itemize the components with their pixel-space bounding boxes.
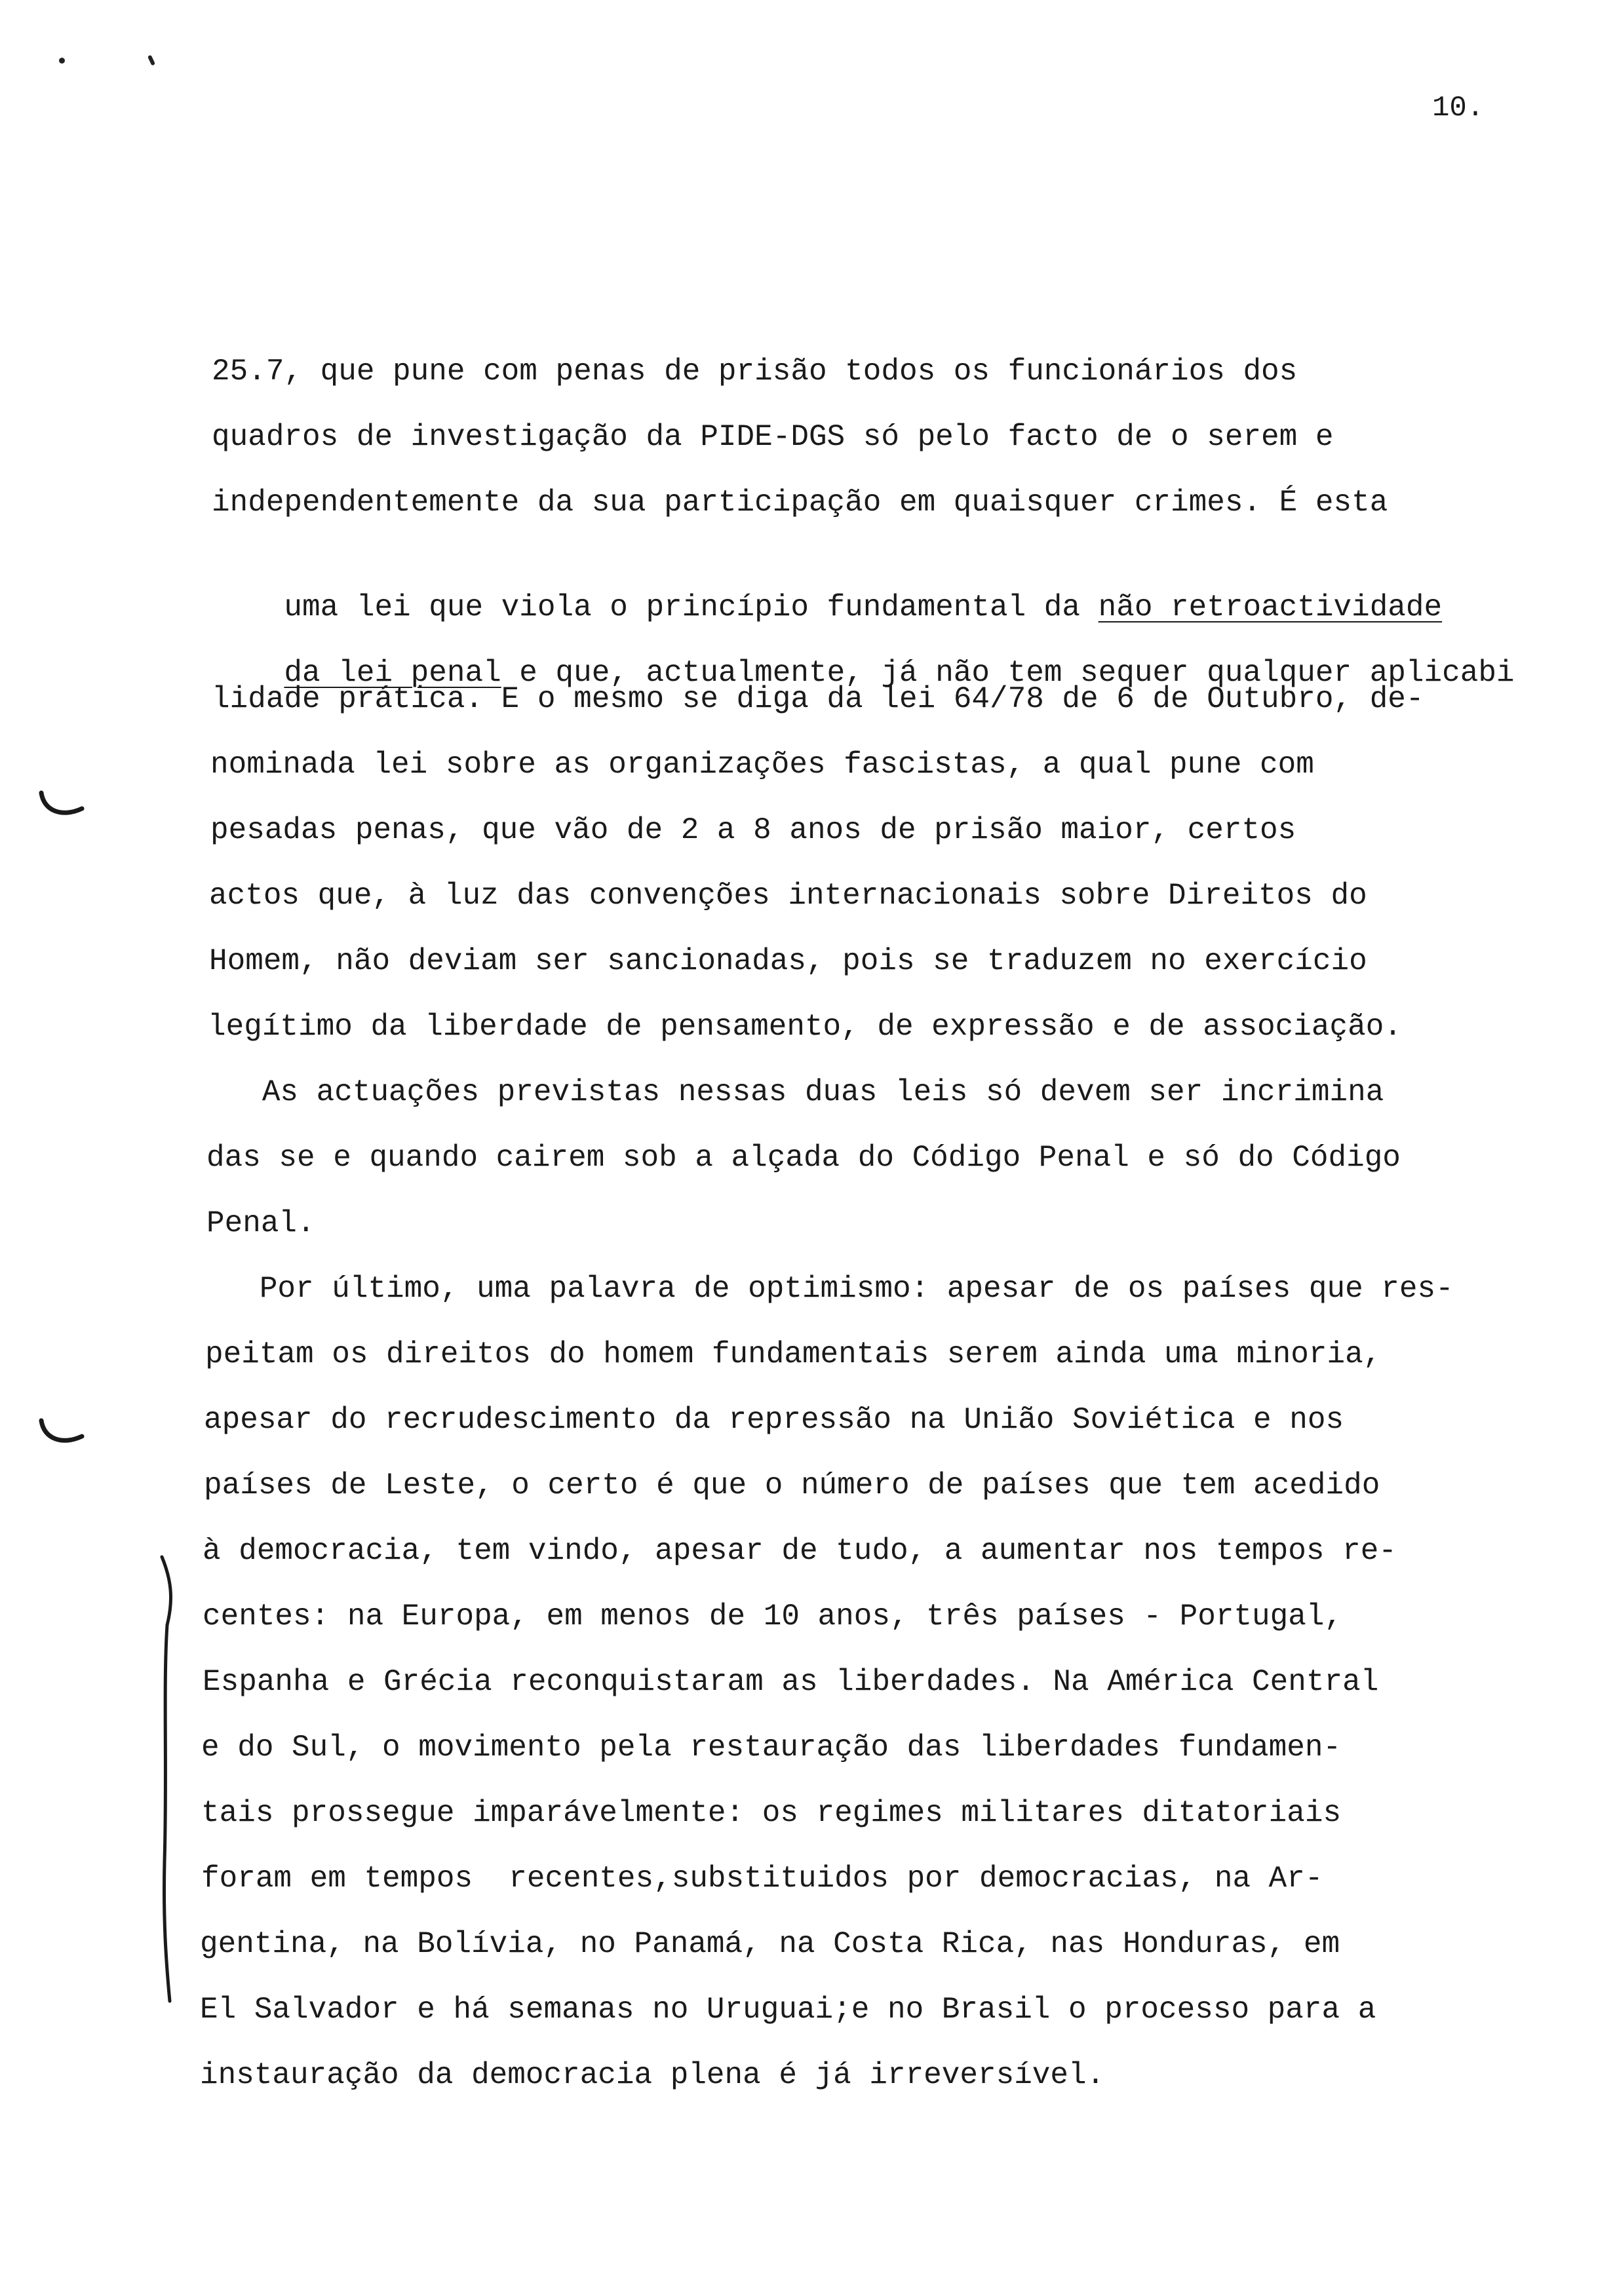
body-line: El Salvador e há semanas no Uruguai;e no Brasil o processo para a <box>200 1993 1376 2027</box>
body-line: As actuações previstas nessas duas leis só devem ser incrimina <box>208 1075 1384 1109</box>
body-line: pesadas penas, que vão de 2 a 8 anos de prisão maior, certos <box>210 813 1296 847</box>
body-line: Penal. <box>206 1206 315 1240</box>
body-line: lidade prática. E o mesmo se diga da lei 64/78 de 6 de Outubro, de- <box>212 682 1424 716</box>
body-line: foram em tempos recentes,substituidos por democracias, na Ar- <box>201 1862 1323 1896</box>
body-line: independentemente da sua participação em quaisquer crimes. É esta <box>212 486 1388 520</box>
body-line: à democracia, tem vindo, apesar de tudo, a aumentar nos tempos re- <box>203 1534 1397 1568</box>
body-line: e do Sul, o movimento pela restauração das liberdades fundamen- <box>201 1731 1342 1765</box>
body-line-text: uma lei que viola o princípio fundamental da <box>284 590 1099 624</box>
body-line: 25.7, que pune com penas de prisão todos os funcionários dos <box>212 354 1298 389</box>
body-line: Por último, uma palavra de optimismo: apesar de os países que res- <box>205 1272 1454 1306</box>
body-line: Homem, não deviam ser sancionadas, pois se traduzem no exercício <box>209 944 1367 978</box>
margin-bracket-mark <box>147 1553 187 2005</box>
body-line: Espanha e Grécia reconquistaram as liberdades. Na América Central <box>203 1665 1379 1699</box>
body-line: das se e quando cairem sob a alçada do Código Penal e só do Código <box>206 1141 1401 1175</box>
body-line: centes: na Europa, em menos de 10 anos, três países - Portugal, <box>203 1599 1343 1634</box>
underlined-phrase: da lei penal <box>284 656 501 690</box>
page-number: 10. <box>1432 92 1485 124</box>
underlined-phrase: não retroactividade <box>1098 590 1443 624</box>
body-line: actos que, à luz das convenções internacionais sobre Direitos do <box>209 879 1367 913</box>
body-line <box>212 614 1515 690</box>
body-line: tais prossegue imparávelmente: os regimes militares ditatoriais <box>201 1796 1342 1830</box>
body-line: gentina, na Bolívia, no Panamá, na Costa Rica, nas Honduras, em <box>200 1927 1340 1961</box>
scan-mark-dot <box>59 58 65 64</box>
body-line: legítimo da liberdade de pensamento, de expressão e de associação. <box>208 1010 1402 1044</box>
body-line: quadros de investigação da PIDE-DGS só pelo facto de o serem e <box>212 420 1334 454</box>
body-line: peitam os direitos do homem fundamentais serem ainda uma minoria, <box>205 1337 1382 1371</box>
body-line: apesar do recrudescimento da repressão na União Soviética e nos <box>204 1403 1344 1437</box>
margin-hook-mark <box>36 786 88 826</box>
body-line <box>212 548 1443 624</box>
margin-hook-mark <box>36 1414 88 1453</box>
body-line: países de Leste, o certo é que o número de países que tem acedido <box>204 1468 1380 1502</box>
body-line-text: e que, actualmente, já não tem sequer qualquer aplicabi <box>501 656 1515 690</box>
body-line: instauração da democracia plena é já irreversível. <box>200 2058 1105 2092</box>
scan-mark-tick <box>147 54 155 66</box>
body-line: nominada lei sobre as organizações fascistas, a qual pune com <box>210 748 1314 782</box>
